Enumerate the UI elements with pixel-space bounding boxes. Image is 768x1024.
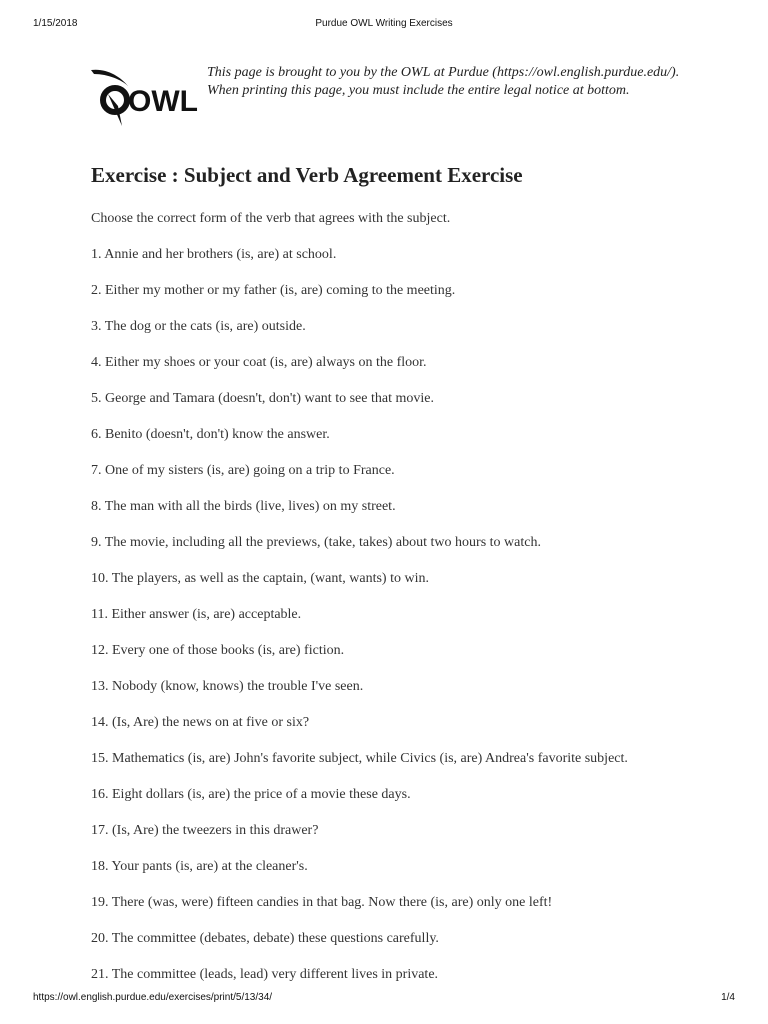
- exercise-item: 2. Either my mother or my father (is, are) coming to the meeting.: [91, 283, 456, 298]
- exercise-item: 10. The players, as well as the captain, (want, wants) to win.: [91, 571, 429, 586]
- exercise-item: 17. (Is, Are) the tweezers in this drawer?: [91, 823, 319, 838]
- exercise-item: 1. Annie and her brothers (is, are) at school.: [91, 247, 337, 262]
- exercise-item: 15. Mathematics (is, are) John's favorite subject, while Civics (is, are) Andrea's favorite subject.: [91, 751, 628, 766]
- exercise-item: 11. Either answer (is, are) acceptable.: [91, 607, 302, 622]
- exercise-item: 21. The committee (leads, lead) very different lives in private.: [91, 967, 439, 982]
- exercise-item: 7. One of my sisters (is, are) going on a trip to France.: [91, 463, 395, 478]
- exercise-item: 12. Every one of those books (is, are) fiction.: [91, 643, 345, 658]
- exercise-item: 8. The man with all the birds (live, lives) on my street.: [91, 499, 396, 514]
- exercise-item: 16. Eight dollars (is, are) the price of a movie these days.: [91, 787, 411, 802]
- print-footer: [0, 992, 768, 1006]
- print-url: https://owl.english.purdue.edu/exercises/print/5/13/34/: [33, 992, 273, 1003]
- exercise-item: 6. Benito (doesn't, don't) know the answer.: [91, 427, 330, 442]
- exercise-item: 9. The movie, including all the previews, (take, takes) about two hours to watch.: [91, 535, 541, 550]
- exercise-item: 3. The dog or the cats (is, are) outside.: [91, 319, 306, 334]
- exercise-items: [91, 246, 741, 1002]
- print-page-title: Purdue OWL Writing Exercises: [315, 18, 453, 29]
- exercise-item: 13. Nobody (know, knows) the trouble I've seen.: [91, 679, 364, 694]
- exercise-item: 18. Your pants (is, are) at the cleaner's.: [91, 859, 308, 874]
- exercise-item: 5. George and Tamara (doesn't, don't) want to see that movie.: [91, 391, 434, 406]
- print-header: [0, 18, 768, 32]
- logo-text: OWL: [128, 85, 198, 118]
- print-date: 1/15/2018: [33, 18, 78, 29]
- print-page-number: 1/4: [721, 992, 735, 1003]
- exercise-instructions: Choose the correct form of the verb that agrees with the subject.: [91, 211, 451, 226]
- exercise-item: 14. (Is, Are) the news on at five or six?: [91, 715, 310, 730]
- exercise-item: 4. Either my shoes or your coat (is, are) always on the floor.: [91, 355, 427, 370]
- owl-logo-icon: [88, 62, 198, 132]
- exercise-item: 19. There (was, were) fifteen candies in that bag. Now there (is, are) only one left!: [91, 895, 553, 910]
- legal-notice: This page is brought to you by the OWL at Purdue (https://owl.english.purdue.edu/). When printing this page, you must include the entire legal notice at bottom.: [207, 65, 680, 98]
- exercise-item: 20. The committee (debates, debate) these questions carefully.: [91, 931, 439, 946]
- exercise-title: Exercise : Subject and Verb Agreement Exercise: [91, 163, 523, 187]
